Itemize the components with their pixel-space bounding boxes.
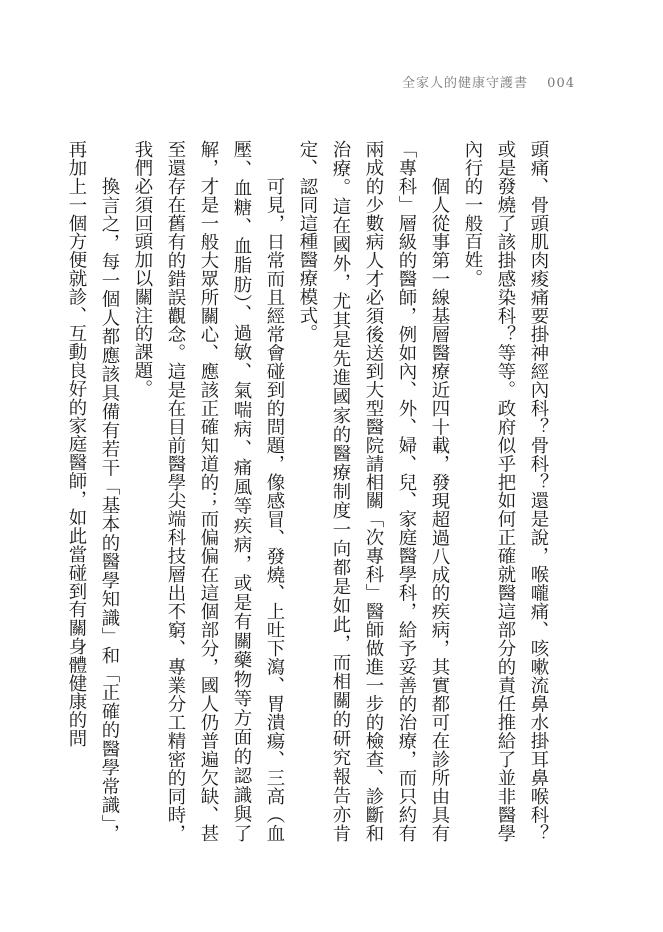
page-number: 004 [547, 76, 575, 91]
paragraph: 可見，日常而且經常會碰到的問題，像感冒、發燒、上吐下瀉、胃潰瘍、三高（血壓、血糖、血脂肪）、過敏、氣喘病、痛風等疾病，或是有關藥物等方面的認識與了解，才是一般大眾所關心、應該正確知道的；而偏偏在這個部分，國人仍普遍欠缺、甚至還存在舊有的錯誤觀念。這是在目前醫學尖端科技層出不窮、專業分工精密的同時，我們必須回頭加以關注的課題。 [132, 140, 285, 842]
paragraph: 換言之，每一個人都應該具備有若干「基本的醫學知識」和「正確的醫學常識」，再加上一個方便就診、互動良好的家庭醫師，如此當碰到有關身體健康的問 [66, 140, 120, 842]
book-title: 全家人的健康守護書 [402, 76, 529, 91]
paragraph: 個人從事第一線基層醫療近四十載，發現超過八成的疾病，其實都可在診所由具有「專科」層級的醫師，例如內、外、婦、兒、家庭醫學科，給予妥善的治療，而只約有兩成的少數病人才必須後送到大型醫院請相關「次專科」醫師做進一步的檢查、診斷和治療。這在國外，尤其是先進國家的醫療制度一向都是如此，而相關的研究報告亦肯定、認同這種醫療模式。 [297, 140, 450, 842]
paragraph-continued: 頭痛、骨頭肌肉痠痛要掛神經內科？骨科？還是說，喉嚨痛、咳嗽流鼻水掛耳鼻喉科？或是發燒了該掛感染科？等等。政府似乎把如何正確就醫這部分的責任推給了並非醫學內行的一般百姓。 [462, 140, 549, 842]
running-header [402, 72, 575, 91]
vertical-body-text [66, 140, 555, 842]
